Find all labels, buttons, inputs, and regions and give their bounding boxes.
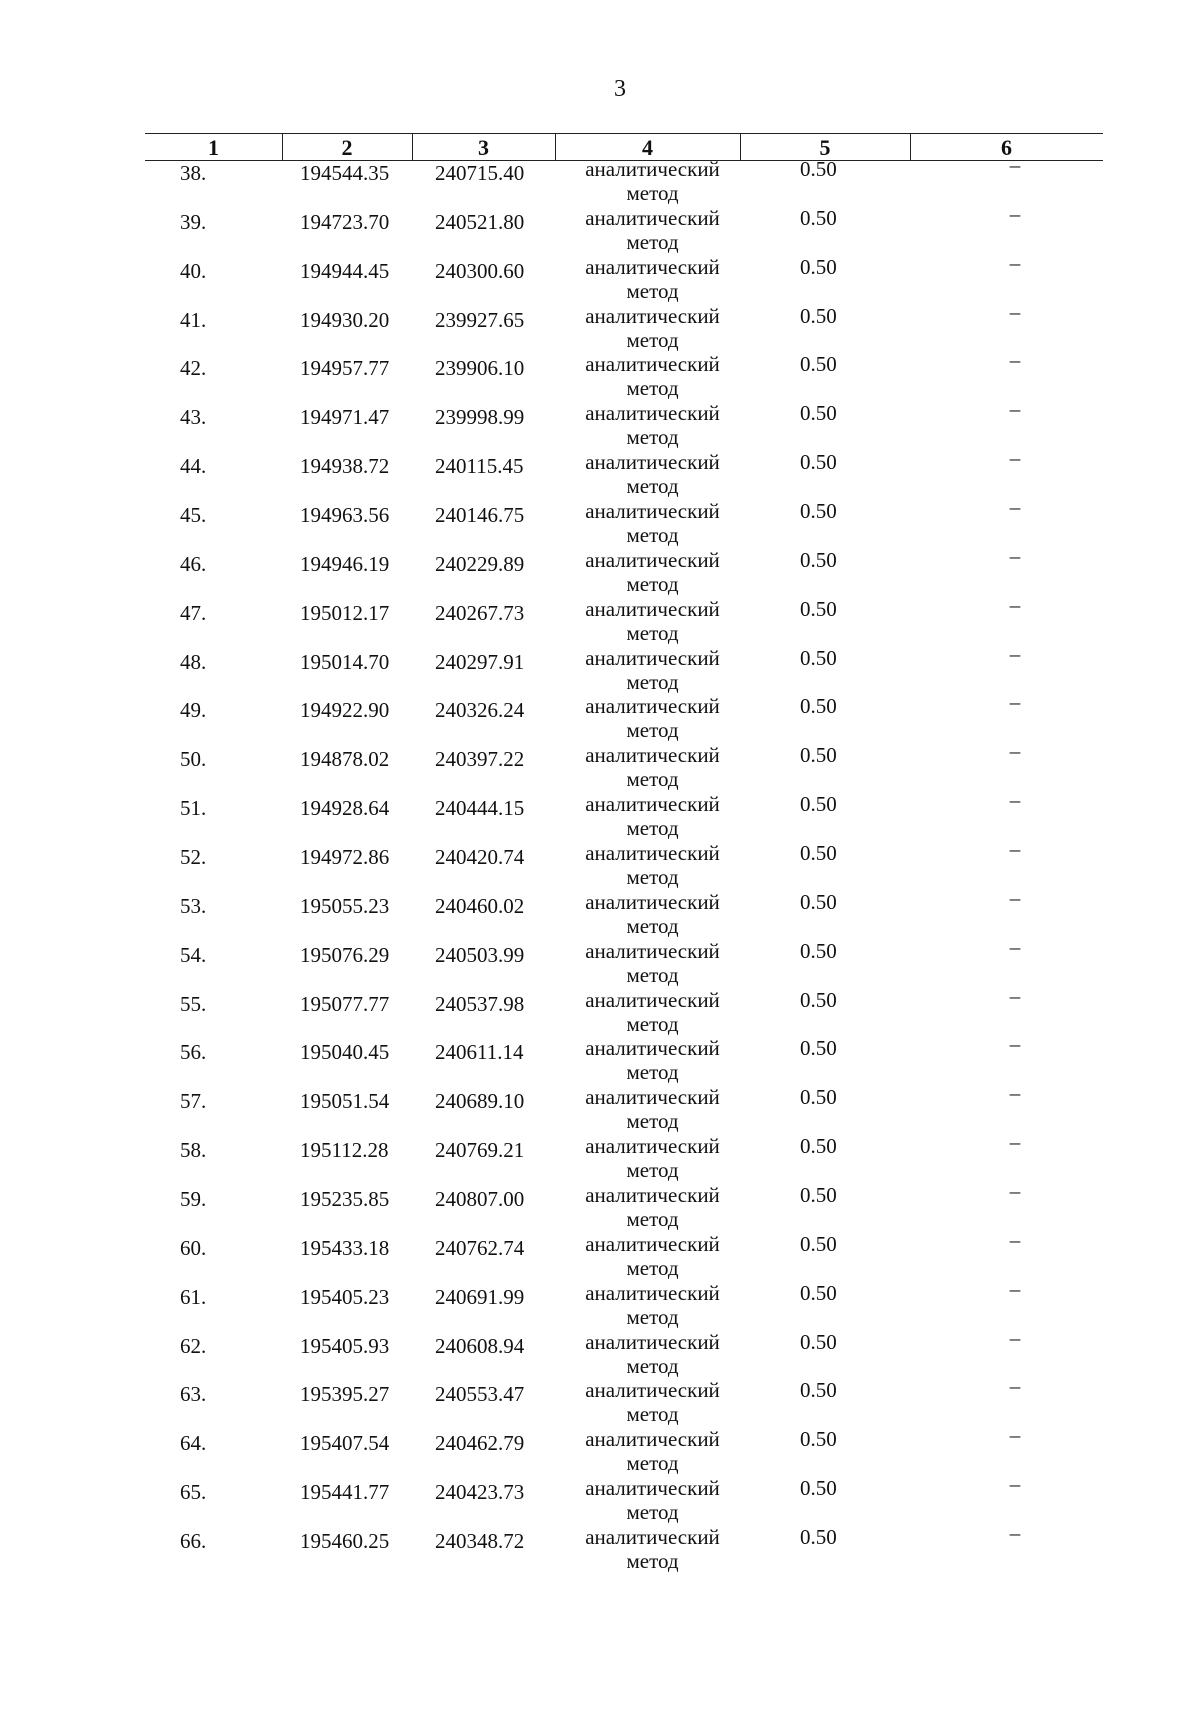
coord-y: 240611.14	[435, 1040, 524, 1065]
dash-cell: –	[1009, 495, 1021, 520]
accuracy-value: 0.50	[800, 743, 837, 768]
accuracy-value: 0.50	[800, 1378, 837, 1403]
accuracy-value: 0.50	[800, 645, 837, 670]
coord-x: 195055.23	[300, 893, 390, 918]
method-line-2: метод	[626, 1402, 679, 1427]
header-col-3: 3	[478, 135, 489, 160]
method-line-2: метод	[626, 474, 679, 499]
coord-x: 194878.02	[300, 747, 390, 772]
header-col-6: 6	[1001, 135, 1012, 160]
point-number: 50.	[180, 747, 207, 772]
dash-cell: –	[1009, 690, 1021, 715]
method-cell	[570, 450, 735, 498]
dash-cell: –	[1009, 641, 1021, 666]
dash-cell: –	[1009, 348, 1021, 373]
coord-x: 195235.85	[300, 1187, 390, 1212]
coord-y: 240423.73	[435, 1480, 525, 1505]
method-line-1: аналитический	[585, 645, 720, 670]
method-line-2: метод	[626, 913, 679, 938]
accuracy-value: 0.50	[800, 1476, 837, 1501]
method-cell	[570, 1427, 735, 1475]
coord-x: 195460.25	[300, 1529, 390, 1554]
dash-cell: –	[1009, 1179, 1021, 1204]
coord-y: 240115.45	[435, 454, 524, 479]
coord-y: 239927.65	[435, 307, 525, 332]
coord-y: 239906.10	[435, 356, 525, 381]
coord-x: 195051.54	[300, 1089, 390, 1114]
point-number: 64.	[180, 1431, 207, 1456]
dash-cell: –	[1009, 592, 1021, 617]
method-line-1: аналитический	[585, 1427, 720, 1452]
coord-x: 195395.27	[300, 1382, 390, 1407]
point-number: 41.	[180, 307, 207, 332]
method-line-1: аналитический	[585, 889, 720, 914]
point-number: 43.	[180, 405, 207, 430]
coord-x: 195040.45	[300, 1040, 390, 1065]
method-line-1: аналитический	[585, 987, 720, 1012]
coord-y: 240769.21	[435, 1138, 525, 1163]
method-line-1: аналитический	[585, 1280, 720, 1305]
method-line-2: метод	[626, 1060, 679, 1085]
method-cell	[570, 1330, 735, 1378]
header-col-2: 2	[341, 135, 353, 160]
coord-y: 240807.00	[435, 1187, 525, 1212]
method-cell	[570, 988, 735, 1036]
method-line-2: метод	[626, 865, 679, 890]
dash-cell: –	[1009, 397, 1021, 422]
method-line-2: метод	[626, 962, 679, 987]
accuracy-value: 0.50	[800, 1231, 837, 1256]
method-line-2: метод	[626, 1255, 679, 1280]
method-line-2: метод	[626, 376, 679, 401]
coord-y: 240762.74	[435, 1235, 525, 1260]
dash-cell: –	[1009, 1130, 1021, 1155]
method-line-1: аналитический	[585, 547, 720, 572]
method-cell	[570, 792, 735, 840]
dash-cell: –	[1009, 1423, 1021, 1448]
method-line-1: аналитический	[585, 1476, 720, 1501]
method-line-2: метод	[626, 425, 679, 450]
header-col-5: 5	[819, 135, 831, 160]
method-cell	[570, 597, 735, 645]
dash-cell: –	[1009, 446, 1021, 471]
method-line-2: метод	[626, 1207, 679, 1232]
coord-x: 194930.20	[300, 307, 390, 332]
method-line-2: метод	[626, 1109, 679, 1134]
point-number: 61.	[180, 1284, 207, 1309]
method-line-1: аналитический	[585, 499, 720, 524]
header-col-1: 1	[208, 135, 219, 160]
method-line-1: аналитический	[585, 352, 720, 377]
method-line-2: метод	[626, 620, 679, 645]
point-number: 54.	[180, 942, 207, 967]
accuracy-value: 0.50	[800, 547, 837, 572]
method-line-1: аналитический	[585, 254, 720, 279]
method-line-2: метод	[626, 1011, 679, 1036]
point-number: 59.	[180, 1187, 207, 1212]
method-line-2: метод	[626, 1158, 679, 1183]
coord-x: 195076.29	[300, 942, 390, 967]
coord-y: 240348.72	[435, 1529, 525, 1554]
coord-x: 195012.17	[300, 600, 390, 625]
method-cell	[570, 1134, 735, 1182]
point-number: 39.	[180, 209, 207, 234]
coord-x: 194544.35	[300, 161, 390, 185]
coord-x: 194971.47	[300, 405, 390, 430]
point-number: 60.	[180, 1235, 207, 1260]
point-number: 52.	[180, 845, 207, 870]
accuracy-value: 0.50	[800, 401, 837, 426]
method-cell	[570, 694, 735, 742]
dash-cell: –	[1009, 934, 1021, 959]
point-number: 47.	[180, 600, 207, 625]
page-number: 3	[614, 76, 626, 102]
coord-x: 195405.93	[300, 1333, 390, 1358]
coord-y: 240326.24	[435, 698, 525, 723]
method-line-1: аналитический	[585, 303, 720, 328]
method-line-2: метод	[626, 1451, 679, 1476]
method-cell	[570, 1281, 735, 1329]
point-number: 56.	[180, 1040, 207, 1065]
method-cell	[570, 206, 735, 254]
method-cell	[570, 1183, 735, 1231]
method-line-2: метод	[626, 229, 679, 254]
accuracy-value: 0.50	[800, 1183, 837, 1208]
dash-cell: –	[1009, 299, 1021, 324]
method-line-2: метод	[626, 718, 679, 743]
method-line-1: аналитический	[585, 743, 720, 768]
dash-cell: –	[1009, 1032, 1021, 1057]
coord-x: 194928.64	[300, 796, 390, 821]
dash-cell: –	[1009, 201, 1021, 226]
point-number: 40.	[180, 258, 207, 283]
coord-x: 195441.77	[300, 1480, 390, 1505]
coord-x: 194922.90	[300, 698, 390, 723]
dash-cell: –	[1009, 885, 1021, 910]
point-number: 58.	[180, 1138, 207, 1163]
dash-cell: –	[1009, 1521, 1021, 1546]
method-cell	[570, 304, 735, 352]
coord-y: 240608.94	[435, 1333, 525, 1358]
dash-cell: –	[1009, 153, 1021, 177]
dash-cell: –	[1009, 739, 1021, 764]
method-line-2: метод	[626, 1500, 679, 1525]
dash-cell: –	[1009, 250, 1021, 275]
method-cell	[570, 939, 735, 987]
method-line-2: метод	[626, 816, 679, 841]
dash-cell: –	[1009, 1472, 1021, 1497]
method-line-1: аналитический	[585, 1085, 720, 1110]
method-line-2: метод	[626, 327, 679, 352]
point-number: 62.	[180, 1333, 207, 1358]
method-cell	[570, 157, 735, 205]
coord-x: 194723.70	[300, 209, 390, 234]
method-line-2: метод	[626, 1549, 679, 1574]
coord-x: 194938.72	[300, 454, 390, 479]
point-number: 51.	[180, 796, 207, 821]
accuracy-value: 0.50	[800, 1427, 837, 1452]
method-cell	[570, 743, 735, 791]
method-cell	[570, 1036, 735, 1084]
accuracy-value: 0.50	[800, 792, 837, 817]
accuracy-value: 0.50	[800, 1036, 837, 1061]
coord-y: 240229.89	[435, 551, 525, 576]
method-line-2: метод	[626, 1353, 679, 1378]
method-cell	[570, 499, 735, 547]
method-line-2: метод	[626, 523, 679, 548]
accuracy-value: 0.50	[800, 303, 837, 328]
accuracy-value: 0.50	[800, 596, 837, 621]
accuracy-value: 0.50	[800, 157, 837, 181]
dash-cell: –	[1009, 1081, 1021, 1106]
accuracy-value: 0.50	[800, 254, 837, 279]
point-number: 42.	[180, 356, 207, 381]
accuracy-value: 0.50	[800, 1329, 837, 1354]
coord-x: 194957.77	[300, 356, 390, 381]
dash-cell: –	[1009, 1325, 1021, 1350]
dash-cell: –	[1009, 983, 1021, 1008]
accuracy-value: 0.50	[800, 1280, 837, 1305]
point-number: 57.	[180, 1089, 207, 1114]
accuracy-value: 0.50	[800, 841, 837, 866]
method-cell	[570, 1232, 735, 1280]
point-number: 38.	[180, 161, 207, 185]
point-number: 66.	[180, 1529, 207, 1554]
method-line-1: аналитический	[585, 841, 720, 866]
point-number: 65.	[180, 1480, 207, 1505]
method-line-1: аналитический	[585, 938, 720, 963]
coord-x: 194944.45	[300, 258, 390, 283]
dash-cell: –	[1009, 1276, 1021, 1301]
coord-y: 240420.74	[435, 845, 525, 870]
accuracy-value: 0.50	[800, 1525, 837, 1550]
method-line-1: аналитический	[585, 1378, 720, 1403]
point-number: 48.	[180, 649, 207, 674]
coord-y: 240300.60	[435, 258, 525, 283]
coord-y: 240689.10	[435, 1089, 525, 1114]
accuracy-value: 0.50	[800, 450, 837, 475]
method-line-1: аналитический	[585, 205, 720, 230]
coord-y: 239998.99	[435, 405, 525, 430]
point-number: 63.	[180, 1382, 207, 1407]
method-cell	[570, 841, 735, 889]
method-cell	[570, 255, 735, 303]
coord-x: 195407.54	[300, 1431, 390, 1456]
coord-x: 194972.86	[300, 845, 390, 870]
method-line-2: метод	[626, 278, 679, 303]
dash-cell: –	[1009, 1227, 1021, 1252]
method-line-2: метод	[626, 181, 679, 205]
method-line-2: метод	[626, 1304, 679, 1329]
point-number: 55.	[180, 991, 207, 1016]
coord-y: 240521.80	[435, 209, 525, 234]
accuracy-value: 0.50	[800, 352, 837, 377]
coord-y: 240462.79	[435, 1431, 525, 1456]
method-line-1: аналитический	[585, 1329, 720, 1354]
coord-y: 240444.15	[435, 796, 525, 821]
dash-cell: –	[1009, 1374, 1021, 1399]
accuracy-value: 0.50	[800, 205, 837, 230]
method-cell	[570, 1378, 735, 1426]
coord-x: 195077.77	[300, 991, 390, 1016]
point-number: 46.	[180, 551, 207, 576]
accuracy-value: 0.50	[800, 938, 837, 963]
method-cell	[570, 1085, 735, 1133]
header-col-4: 4	[642, 135, 653, 160]
method-line-2: метод	[626, 669, 679, 694]
accuracy-value: 0.50	[800, 987, 837, 1012]
coord-y: 240537.98	[435, 991, 525, 1016]
coord-y: 240715.40	[435, 161, 525, 185]
accuracy-value: 0.50	[800, 499, 837, 524]
method-line-1: аналитический	[585, 450, 720, 475]
method-line-1: аналитический	[585, 401, 720, 426]
table-body	[0, 153, 1200, 1578]
dash-cell: –	[1009, 543, 1021, 568]
coord-y: 240553.47	[435, 1382, 525, 1407]
coord-x: 195112.28	[300, 1138, 389, 1163]
accuracy-value: 0.50	[800, 1134, 837, 1159]
method-line-1: аналитический	[585, 157, 720, 181]
accuracy-value: 0.50	[800, 1085, 837, 1110]
coord-y: 240397.22	[435, 747, 525, 772]
method-line-2: метод	[626, 767, 679, 792]
coord-y: 240297.91	[435, 649, 525, 674]
accuracy-value: 0.50	[800, 694, 837, 719]
method-line-1: аналитический	[585, 1134, 720, 1159]
coord-x: 195405.23	[300, 1284, 390, 1309]
coord-x: 194963.56	[300, 503, 390, 528]
coord-x: 195014.70	[300, 649, 390, 674]
coord-y: 240503.99	[435, 942, 525, 967]
method-line-1: аналитический	[585, 1525, 720, 1550]
coord-x: 195433.18	[300, 1235, 390, 1260]
method-line-1: аналитический	[585, 1036, 720, 1061]
point-number: 45.	[180, 503, 207, 528]
coord-y: 240146.75	[435, 503, 525, 528]
method-cell	[570, 890, 735, 938]
coord-y: 240691.99	[435, 1284, 525, 1309]
point-number: 44.	[180, 454, 207, 479]
coord-y: 240460.02	[435, 893, 525, 918]
table-row	[0, 1521, 1200, 1578]
method-line-1: аналитический	[585, 694, 720, 719]
accuracy-value: 0.50	[800, 889, 837, 914]
method-line-1: аналитический	[585, 1183, 720, 1208]
method-cell	[570, 1525, 735, 1573]
method-line-1: аналитический	[585, 792, 720, 817]
dash-cell: –	[1009, 837, 1021, 862]
coord-x: 194946.19	[300, 551, 390, 576]
method-line-1: аналитический	[585, 1231, 720, 1256]
method-cell	[570, 548, 735, 596]
method-cell	[570, 352, 735, 400]
coord-y: 240267.73	[435, 600, 525, 625]
dash-cell: –	[1009, 788, 1021, 813]
point-number: 53.	[180, 893, 207, 918]
method-cell	[570, 1476, 735, 1524]
method-cell	[570, 646, 735, 694]
method-cell	[570, 401, 735, 449]
method-line-1: аналитический	[585, 596, 720, 621]
point-number: 49.	[180, 698, 207, 723]
method-line-2: метод	[626, 571, 679, 596]
